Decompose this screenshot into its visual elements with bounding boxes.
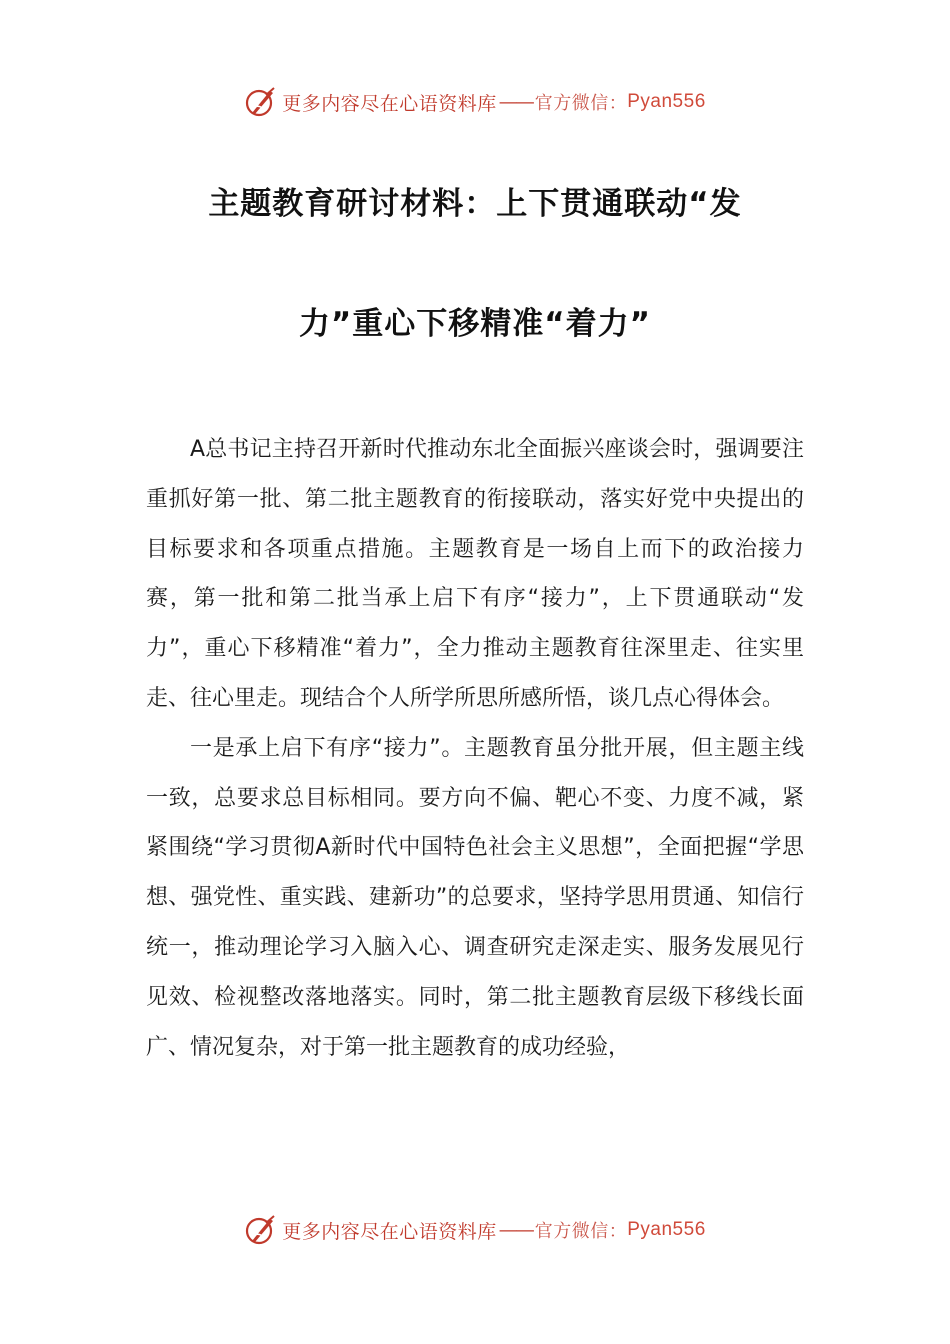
quill-pen-circle-icon	[244, 85, 278, 119]
quill-pen-circle-icon	[244, 1213, 278, 1247]
watermark-official-label: 官方微信：	[534, 93, 628, 114]
document-body	[146, 425, 804, 1072]
body-paragraph: 一是承上启下有序“接力”。主题教育虽分批开展，但主题主线一致，总要求总目标相同。要方向不偏、靶心不变、力度不减，紧紧围绕“学习贯彻A新时代中国特色社会主义思想”，全面把握“学思想、强党性、重实践、建新功”的总要求，坚持学思用贯通、知信行统一，推动理论学习入脑入心、调查研究走深走实、服务发展见行见效、检视整改落地落实。同时，第二批主题教育层级下移线长面广、情况复杂，对于第一批主题教育的成功经验，	[146, 735, 804, 1060]
document-title-line-1: 主题教育研讨材料：上下贯通联动“发	[208, 186, 742, 222]
watermark-wechat-id: Pyan556	[627, 91, 706, 112]
header-watermark	[0, 82, 950, 122]
document-title-line-2: 力”重心下移精准“着力”	[298, 306, 652, 342]
watermark-brand-text: 更多内容尽在心语资料库	[282, 92, 497, 115]
watermark-official-label: 官方微信：	[534, 1221, 628, 1242]
watermark-dash: ——	[498, 1219, 533, 1241]
watermark-brand-text: 更多内容尽在心语资料库	[282, 1220, 497, 1243]
watermark-wechat-id: Pyan556	[627, 1219, 706, 1240]
footer-watermark	[0, 1210, 950, 1250]
watermark-dash: ——	[498, 91, 533, 113]
body-paragraph: A总书记主持召开新时代推动东北全面振兴座谈会时，强调要注重抓好第一批、第二批主题教育的衔接联动，落实好党中央提出的目标要求和各项重点措施。主题教育是一场自上而下的政治接力赛，第一批和第二批当承上启下有序“接力”，上下贯通联动“发力”，重心下移精准“着力”，全力推动主题教育往深里走、往实里走、往心里走。现结合个人所学所思所感所悟，谈几点心得体会。	[146, 437, 804, 711]
